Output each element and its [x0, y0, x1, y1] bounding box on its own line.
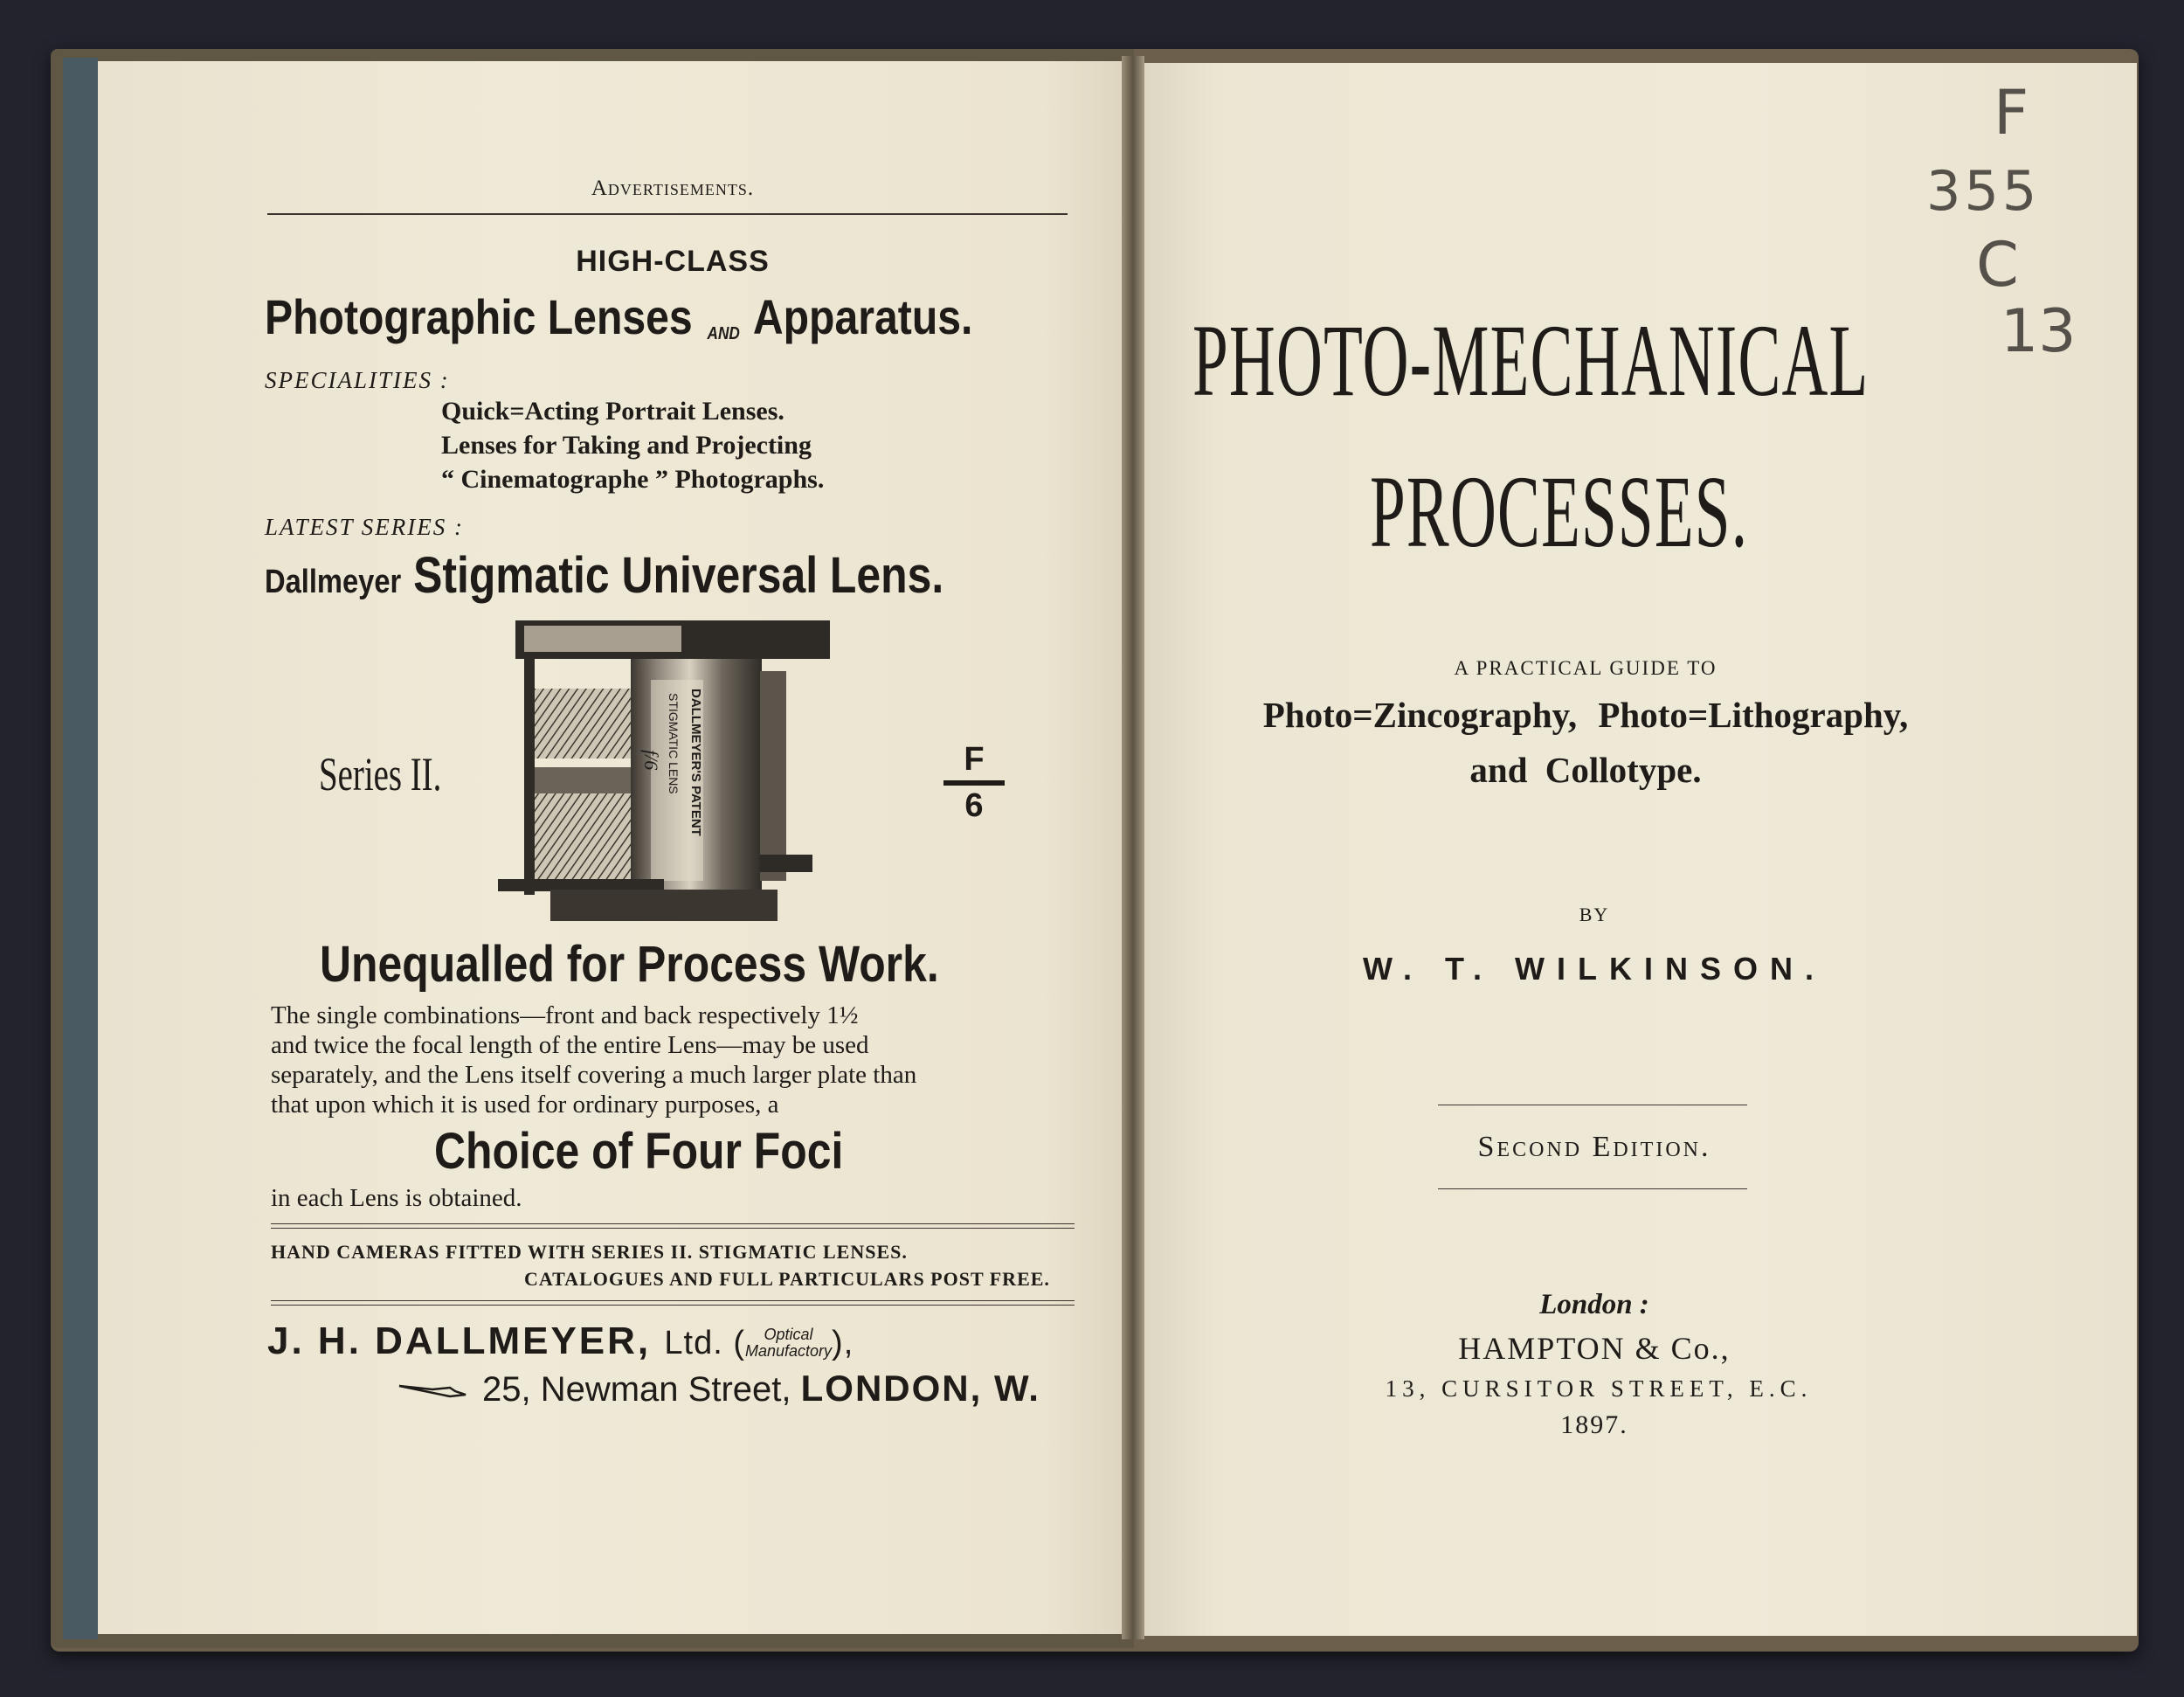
body-text-line: separately, and the Lens itself covering a much larger plate than [271, 1061, 917, 1089]
divider-rule [271, 1228, 1075, 1229]
divider-rule [271, 1223, 1075, 1224]
book-title-line-1: PHOTO-MECHANICAL [1192, 303, 1870, 418]
edition-label: Second Edition. [1477, 1131, 1711, 1163]
call-number-mark: 13 [2001, 297, 2077, 366]
fine-print-line: HAND CAMERAS FITTED WITH SERIES II. STIGMATIC LENSES. [271, 1241, 908, 1263]
subtitle-subjects: and Collotype. [1469, 750, 1702, 790]
subtitle-subjects: Photo=Zincography, Photo=Lithography, [1262, 695, 1909, 735]
book-title-line-2: PROCESSES. [1370, 454, 1749, 569]
pastedown-edge [63, 58, 98, 1639]
latest-series-label: LATEST SERIES : [265, 514, 465, 540]
book-gutter [1122, 56, 1144, 1639]
author-name: W. T. WILKINSON. [1363, 951, 1826, 987]
high-class-heading: HIGH-CLASS [576, 245, 770, 278]
speciality-item: Quick=Acting Portrait Lenses. [441, 397, 784, 426]
body-text-line: in each Lens is obtained. [271, 1184, 522, 1212]
lenses-apparatus-heading: Photographic Lenses AND Apparatus. [265, 289, 973, 344]
by-label: BY [1579, 904, 1610, 925]
stigmatic-lens-heading: Dallmeyer Stigmatic Universal Lens. [265, 547, 944, 604]
header-rule [267, 213, 1068, 215]
series-label: Series II. [319, 748, 442, 800]
unequalled-heading: Unequalled for Process Work. [320, 936, 939, 993]
imprint-city: London : [1539, 1289, 1649, 1320]
choice-of-foci-heading: Choice of Four Foci [434, 1123, 844, 1180]
maker-address: 25, Newman Street, LONDON, W. [482, 1368, 1040, 1409]
pointing-hand-icon [397, 1379, 467, 1402]
aperture-fraction: F 6 [943, 741, 1005, 825]
lens-engraving-text: f/6 [640, 750, 662, 771]
lens-engraving-text: STIGMATIC LENS [667, 693, 681, 794]
speciality-item: “ Cinematographe ” Photographs. [441, 465, 825, 494]
speciality-item: Lenses for Taking and Projecting [441, 431, 812, 460]
edition-rule-bottom [1438, 1188, 1747, 1189]
call-number-mark: C [1976, 229, 2019, 301]
call-number-mark: F [1994, 77, 2029, 149]
imprint-street: 13, CURSITOR STREET, E.C. [1385, 1375, 1813, 1402]
fine-print-line: CATALOGUES AND FULL PARTICULARS POST FREE. [524, 1268, 1050, 1290]
imprint-year: 1897. [1560, 1410, 1628, 1439]
specialities-label: SPECIALITIES : [265, 367, 450, 393]
divider-rule [271, 1305, 1075, 1306]
call-number-mark: 355 [1926, 159, 2041, 223]
divider-rule [271, 1300, 1075, 1301]
maker-name: J. H. DALLMEYER, Ltd. ( Optical Manufactory), [267, 1320, 854, 1362]
advertisements-header: Advertisements. [591, 177, 755, 200]
body-text-line: The single combinations—front and back respectively 1½ [271, 1001, 859, 1029]
lens-engraving-text: DALLMEYER'S PATENT [688, 689, 703, 836]
body-text-line: and twice the focal length of the entire Lens—may be used [271, 1031, 869, 1059]
imprint-publisher: HAMPTON & Co., [1458, 1331, 1731, 1366]
body-text-line: that upon which it is used for ordinary purposes, a [271, 1091, 779, 1119]
lens-illustration [498, 619, 847, 925]
subtitle-intro: A PRACTICAL GUIDE TO [1454, 657, 1717, 679]
